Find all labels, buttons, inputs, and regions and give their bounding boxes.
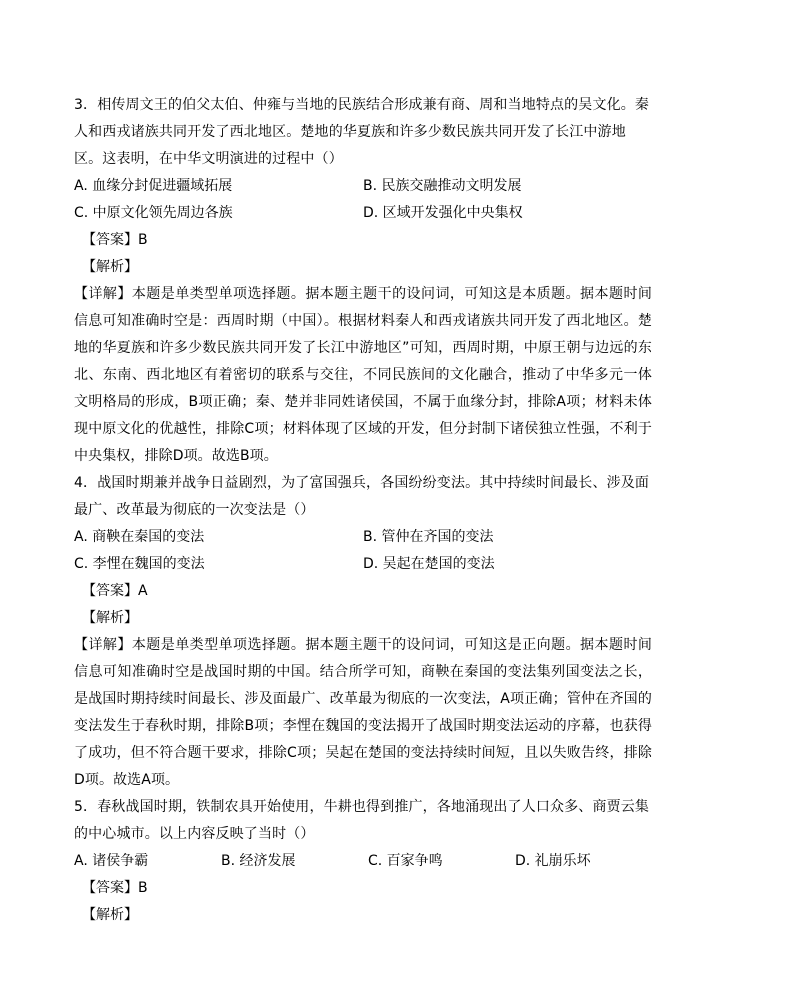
question-4-detail: 【详解】本题是单类型单项选择题。据本题主题干的设问词，可知这是正向题。据本题时间信息可知准确时空是战国时期的中国。结合所学可知，商鞅在秦国的变法集列国变法之长，是战国时期持续时间最长、涉及面最广、改革最为彻底的一次变法，A项正确；管仲在齐国的变法发生于春秋时期，排除B项；李悝在魏国的变法揭开了战国时期变法运动的序幕，也获得了成功，但不符合题干要求，排除C项；吴起在楚国的变法持续时间短，且以失败告终，排除D项。故选A项。 — [74, 637, 652, 788]
question-3-option-a: A. 血缘分封促进疆域拓展 — [74, 178, 233, 194]
question-3-detail: 【详解】本题是单类型单项选择题。据本题主题干的设问词，可知这是本质题。据本题时间信息可知准确时空是：西周时期（中国）。根据材料秦人和西戎诸族共同开发了西北地区。楚地的华夏族和许多少数民族共同开发了长江中游地区”可知，西周时期，中原王朝与边远的东北、东南、西北地区有着密切的联系与交往，不同民族间的文化融合，推动了中华多元一体文明格局的形成，B项正确；秦、楚并非同姓诸侯国，不属于血缘分封，排除A项；材料未体现中原文化的优越性，排除C项；材料体现了区域的开发，但分封制下诸侯独立性强，不利于中央集权，排除D项。故选B项。 — [74, 286, 652, 464]
question-4-options-row-2 — [74, 551, 652, 578]
question-4-option-a: A. 商鞅在秦国的变法 — [74, 529, 205, 545]
question-5-analysis-label: 【解析】 — [82, 907, 138, 923]
question-5-option-d: D. 礼崩乐坏 — [515, 853, 591, 869]
question-5-answer: 【答案】B — [82, 880, 148, 896]
document-content — [74, 92, 652, 929]
question-3-options-row-1 — [74, 173, 652, 200]
question-4-option-b: B. 管仲在齐国的变法 — [363, 529, 494, 545]
question-4-analysis-label: 【解析】 — [82, 610, 138, 626]
question-4-answer: 【答案】A — [82, 583, 148, 599]
question-3-stem: 3．相传周文王的伯父太伯、仲雍与当地的民族结合形成兼有商、周和当地特点的吴文化。秦人和西戎诸族共同开发了西北地区。楚地的华夏族和许多少数民族共同开发了长江中游地区。这表明，在中华文明演进的过程中（） — [74, 97, 650, 167]
question-5-option-a: A. 诸侯争霸 — [74, 853, 149, 869]
question-5-option-b: B. 经济发展 — [221, 853, 296, 869]
question-4-option-c: C. 李悝在魏国的变法 — [74, 556, 205, 572]
question-5-option-c: C. 百家争鸣 — [368, 853, 443, 869]
question-4-options-row-1 — [74, 524, 652, 551]
question-3-answer: 【答案】B — [82, 232, 148, 248]
question-3-option-d: D. 区域开发强化中央集权 — [363, 205, 523, 221]
question-4-option-d: D. 吴起在楚国的变法 — [363, 556, 495, 572]
question-3-option-c: C. 中原文化领先周边各族 — [74, 205, 233, 221]
question-3-option-b: B. 民族交融推动文明发展 — [363, 178, 522, 194]
question-3-options-row-2 — [74, 200, 652, 227]
question-4-stem: 4．战国时期兼并战争日益剧烈，为了富国强兵，各国纷纷变法。其中持续时间最长、涉及面最广、改革最为彻底的一次变法是（） — [74, 475, 650, 518]
question-3-analysis-label: 【解析】 — [82, 259, 138, 275]
question-5-stem: 5．春秋战国时期，铁制农具开始使用，牛耕也得到推广，各地涌现出了人口众多、商贾云集的中心城市。以上内容反映了当时（） — [74, 799, 650, 842]
question-5-options-row — [74, 848, 652, 875]
